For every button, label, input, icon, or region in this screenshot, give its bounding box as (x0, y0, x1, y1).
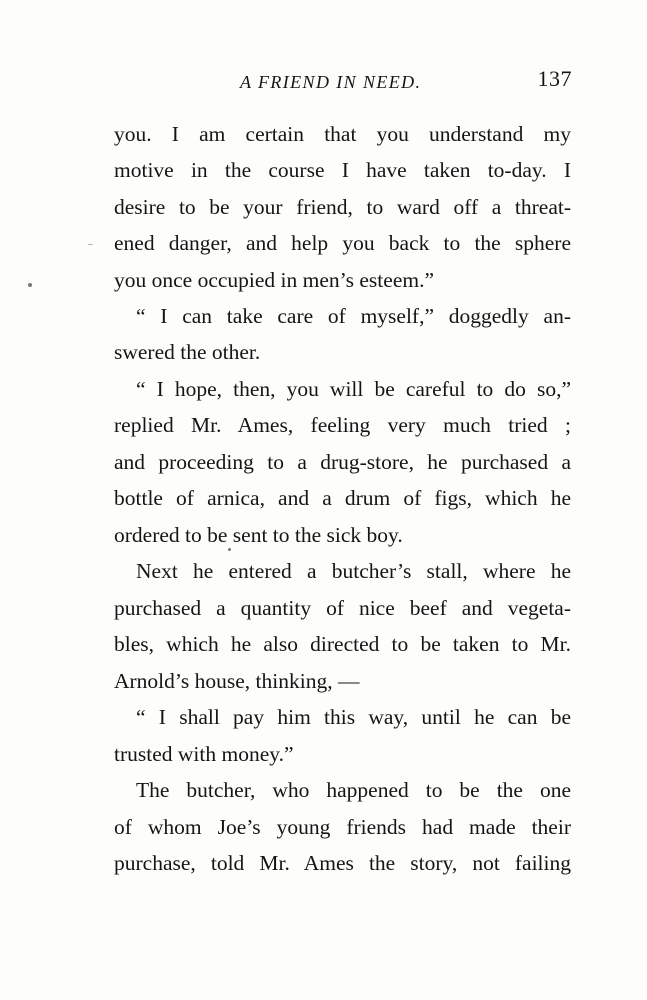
paper-speck (88, 244, 93, 245)
text-line: you. I am certain that you understand my (114, 122, 571, 146)
text-line: The butcher, who happened to be the one (136, 778, 571, 802)
text-line: desire to be your friend, to ward off a threat- (114, 195, 571, 219)
text-line: bles, which he also directed to be taken to Mr. (114, 632, 571, 656)
text-line: purchased a quantity of nice beef and vegeta- (114, 596, 571, 620)
running-title: A FRIEND IN NEED. (240, 72, 422, 92)
paper-speck (28, 283, 32, 287)
page-number: 137 (537, 66, 572, 91)
text-line: ened danger, and help you back to the sphere (114, 231, 571, 255)
text-line: swered the other. (114, 340, 261, 364)
text-line: and proceeding to a drug-store, he purchased a (114, 450, 571, 474)
text-line: bottle of arnica, and a drum of figs, which he (114, 486, 571, 510)
paper-speck (228, 548, 231, 551)
text-line: replied Mr. Ames, feeling very much tried ; (114, 413, 571, 437)
text-line: Next he entered a butcher’s stall, where he (136, 559, 571, 583)
text-line: “ I shall pay him this way, until he can be (136, 705, 571, 729)
text-line: you once occupied in men’s esteem.” (114, 268, 435, 292)
text-line: “ I hope, then, you will be careful to do so,” (136, 377, 571, 401)
text-line: purchase, told Mr. Ames the story, not failing (114, 851, 571, 875)
page-header (112, 64, 572, 100)
text-line: of whom Joe’s young friends had made their (114, 815, 571, 839)
text-line: Arnold’s house, thinking, — (114, 669, 360, 693)
text-line: ordered to be sent to the sick boy. (114, 523, 403, 547)
text-line: “ I can take care of myself,” doggedly an- (136, 304, 571, 328)
text-line: motive in the course I have taken to-day. I (114, 158, 571, 182)
text-line: trusted with money.” (114, 742, 294, 766)
